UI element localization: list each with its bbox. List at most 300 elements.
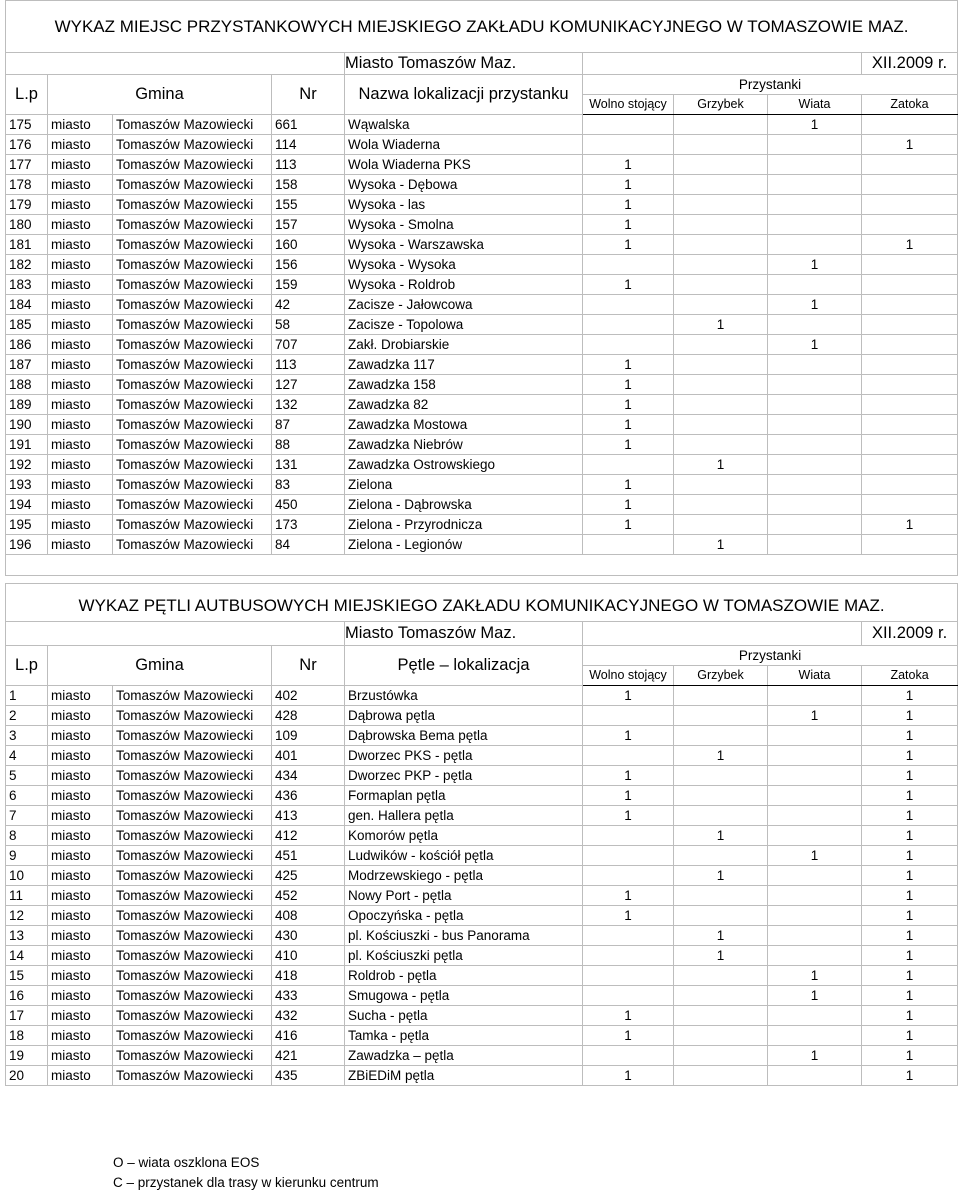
cell-grzybek [674, 235, 768, 255]
cell-zatoka [862, 395, 958, 415]
table-row [6, 686, 958, 706]
cell-type: miasto [48, 195, 113, 215]
cell-name: Wysoka - Dębowa [345, 175, 583, 195]
cell-name: Smugowa - pętla [345, 986, 583, 1006]
cell-zatoka [862, 455, 958, 475]
cell-gmina: Tomaszów Mazowiecki [113, 115, 272, 135]
cell-lp: 19 [6, 1046, 48, 1066]
cell-lp: 11 [6, 886, 48, 906]
cell-nr: 158 [272, 175, 345, 195]
cell-nr: 114 [272, 135, 345, 155]
table-row [6, 455, 958, 475]
cell-type: miasto [48, 455, 113, 475]
table-row [6, 155, 958, 175]
legend-item: C – przystanek dla trasy w kierunku centrum [113, 1175, 379, 1190]
cell-wiata [768, 355, 862, 375]
cell-type: miasto [48, 866, 113, 886]
cell-name: Zawadzka 158 [345, 375, 583, 395]
stops-header-wiata: Wiata [768, 95, 862, 115]
loops-header-grzybek: Grzybek [674, 666, 768, 686]
cell-grzybek [674, 1026, 768, 1046]
cell-type: miasto [48, 1046, 113, 1066]
cell-wolno: 1 [583, 906, 674, 926]
cell-zatoka [862, 415, 958, 435]
cell-grzybek [674, 966, 768, 986]
cell-type: miasto [48, 746, 113, 766]
cell-name: Opoczyńska - pętla [345, 906, 583, 926]
cell-lp: 20 [6, 1066, 48, 1086]
cell-type: miasto [48, 255, 113, 275]
cell-type: miasto [48, 926, 113, 946]
table-row [6, 726, 958, 746]
cell-type: miasto [48, 235, 113, 255]
stops-date: XII.2009 r. [862, 53, 958, 75]
table-row [6, 195, 958, 215]
cell-wiata: 1 [768, 986, 862, 1006]
cell-name: Zacisze - Jałowcowa [345, 295, 583, 315]
cell-type: miasto [48, 726, 113, 746]
cell-type: miasto [48, 846, 113, 866]
cell-wiata: 1 [768, 1046, 862, 1066]
cell-grzybek [674, 175, 768, 195]
cell-grzybek [674, 275, 768, 295]
table-row [6, 375, 958, 395]
cell-name: Zawadzka – pętla [345, 1046, 583, 1066]
cell-nr: 173 [272, 515, 345, 535]
cell-name: Dworzec PKP - pętla [345, 766, 583, 786]
cell-grzybek [674, 115, 768, 135]
cell-nr: 402 [272, 686, 345, 706]
cell-lp: 187 [6, 355, 48, 375]
cell-gmina: Tomaszów Mazowiecki [113, 295, 272, 315]
cell-gmina: Tomaszów Mazowiecki [113, 355, 272, 375]
cell-nr: 412 [272, 826, 345, 846]
cell-name: Nowy Port - pętla [345, 886, 583, 906]
cell-gmina: Tomaszów Mazowiecki [113, 926, 272, 946]
cell-name: Ludwików - kościół pętla [345, 846, 583, 866]
cell-wiata [768, 495, 862, 515]
cell-lp: 185 [6, 315, 48, 335]
cell-gmina: Tomaszów Mazowiecki [113, 706, 272, 726]
cell-type: miasto [48, 886, 113, 906]
cell-wiata [768, 906, 862, 926]
cell-gmina: Tomaszów Mazowiecki [113, 455, 272, 475]
cell-grzybek [674, 726, 768, 746]
cell-lp: 186 [6, 335, 48, 355]
cell-name: Wysoka - Warszawska [345, 235, 583, 255]
loops-header-lp: L.p [6, 646, 48, 686]
table-row [6, 315, 958, 335]
cell-wiata [768, 275, 862, 295]
cell-lp: 190 [6, 415, 48, 435]
cell-gmina: Tomaszów Mazowiecki [113, 746, 272, 766]
cell-name: Wola Wiaderna PKS [345, 155, 583, 175]
cell-wiata [768, 886, 862, 906]
cell-gmina: Tomaszów Mazowiecki [113, 686, 272, 706]
cell-zatoka: 1 [862, 1026, 958, 1046]
cell-name: Zawadzka 82 [345, 395, 583, 415]
cell-lp: 182 [6, 255, 48, 275]
cell-name: Zacisze - Topolowa [345, 315, 583, 335]
cell-gmina: Tomaszów Mazowiecki [113, 826, 272, 846]
cell-lp: 188 [6, 375, 48, 395]
cell-type: miasto [48, 435, 113, 455]
stops-header-nr: Nr [272, 75, 345, 115]
stops-table [5, 0, 958, 576]
cell-grzybek [674, 786, 768, 806]
loops-header-row-1 [6, 646, 958, 666]
cell-grzybek [674, 1066, 768, 1086]
cell-type: miasto [48, 686, 113, 706]
cell-type: miasto [48, 786, 113, 806]
cell-zatoka: 1 [862, 515, 958, 535]
cell-nr: 156 [272, 255, 345, 275]
cell-lp: 4 [6, 746, 48, 766]
cell-zatoka: 1 [862, 906, 958, 926]
cell-type: miasto [48, 215, 113, 235]
cell-zatoka [862, 295, 958, 315]
table-row [6, 1006, 958, 1026]
loops-date: XII.2009 r. [862, 622, 958, 646]
cell-type: miasto [48, 115, 113, 135]
table-row [6, 115, 958, 135]
cell-grzybek [674, 395, 768, 415]
cell-wolno [583, 706, 674, 726]
cell-wolno: 1 [583, 515, 674, 535]
cell-wolno: 1 [583, 415, 674, 435]
cell-lp: 177 [6, 155, 48, 175]
cell-grzybek [674, 846, 768, 866]
cell-wiata [768, 746, 862, 766]
cell-wolno: 1 [583, 235, 674, 255]
cell-zatoka [862, 255, 958, 275]
cell-lp: 13 [6, 926, 48, 946]
cell-grzybek [674, 806, 768, 826]
cell-nr: 42 [272, 295, 345, 315]
stops-header-wolno: Wolno stojący [583, 95, 674, 115]
cell-lp: 192 [6, 455, 48, 475]
cell-zatoka: 1 [862, 135, 958, 155]
stops-header-grzybek: Grzybek [674, 95, 768, 115]
loops-title-row [6, 584, 958, 622]
table-row [6, 435, 958, 455]
cell-name: Tamka - pętla [345, 1026, 583, 1046]
cell-grzybek: 1 [674, 946, 768, 966]
cell-lp: 193 [6, 475, 48, 495]
cell-zatoka [862, 375, 958, 395]
cell-wolno: 1 [583, 395, 674, 415]
cell-wiata [768, 806, 862, 826]
cell-name: Dąbrowa pętla [345, 706, 583, 726]
cell-name: Dąbrowska Bema pętla [345, 726, 583, 746]
cell-type: miasto [48, 535, 113, 555]
cell-type: miasto [48, 315, 113, 335]
cell-type: miasto [48, 1006, 113, 1026]
table-row [6, 966, 958, 986]
cell-name: Zawadzka Ostrowskiego [345, 455, 583, 475]
cell-zatoka: 1 [862, 846, 958, 866]
cell-lp: 189 [6, 395, 48, 415]
cell-gmina: Tomaszów Mazowiecki [113, 375, 272, 395]
cell-nr: 408 [272, 906, 345, 926]
cell-grzybek [674, 195, 768, 215]
cell-type: miasto [48, 355, 113, 375]
cell-type: miasto [48, 275, 113, 295]
cell-lp: 18 [6, 1026, 48, 1046]
cell-wolno [583, 455, 674, 475]
cell-zatoka: 1 [862, 966, 958, 986]
cell-nr: 428 [272, 706, 345, 726]
cell-grzybek: 1 [674, 315, 768, 335]
cell-wolno: 1 [583, 766, 674, 786]
cell-nr: 58 [272, 315, 345, 335]
cell-grzybek [674, 355, 768, 375]
cell-wiata [768, 455, 862, 475]
cell-zatoka [862, 155, 958, 175]
cell-nr: 452 [272, 886, 345, 906]
cell-name: Wola Wiaderna [345, 135, 583, 155]
cell-wiata: 1 [768, 335, 862, 355]
cell-wiata: 1 [768, 295, 862, 315]
cell-wiata [768, 195, 862, 215]
cell-wolno: 1 [583, 886, 674, 906]
stops-header-gmina: Gmina [48, 75, 272, 115]
table-row [6, 806, 958, 826]
cell-gmina: Tomaszów Mazowiecki [113, 195, 272, 215]
loops-header-wolno: Wolno stojący [583, 666, 674, 686]
cell-type: miasto [48, 175, 113, 195]
cell-zatoka: 1 [862, 926, 958, 946]
cell-zatoka: 1 [862, 1046, 958, 1066]
cell-gmina: Tomaszów Mazowiecki [113, 175, 272, 195]
cell-wiata [768, 235, 862, 255]
cell-lp: 181 [6, 235, 48, 255]
table-row [6, 495, 958, 515]
cell-wiata: 1 [768, 706, 862, 726]
cell-name: Wysoka - Smolna [345, 215, 583, 235]
cell-nr: 88 [272, 435, 345, 455]
cell-lp: 6 [6, 786, 48, 806]
cell-gmina: Tomaszów Mazowiecki [113, 495, 272, 515]
loops-header-name: Pętle – lokalizacja [345, 646, 583, 686]
cell-lp: 12 [6, 906, 48, 926]
cell-wiata: 1 [768, 966, 862, 986]
loops-header-zatoka: Zatoka [862, 666, 958, 686]
cell-name: Zielona - Przyrodnicza [345, 515, 583, 535]
cell-name: ZBiEDiM pętla [345, 1066, 583, 1086]
cell-wolno [583, 135, 674, 155]
cell-lp: 179 [6, 195, 48, 215]
cell-gmina: Tomaszów Mazowiecki [113, 906, 272, 926]
table-row [6, 746, 958, 766]
cell-lp: 17 [6, 1006, 48, 1026]
cell-wolno: 1 [583, 686, 674, 706]
cell-lp: 191 [6, 435, 48, 455]
cell-wolno [583, 946, 674, 966]
cell-lp: 175 [6, 115, 48, 135]
cell-gmina: Tomaszów Mazowiecki [113, 275, 272, 295]
cell-wiata [768, 375, 862, 395]
cell-nr: 413 [272, 806, 345, 826]
cell-lp: 5 [6, 766, 48, 786]
table-row [6, 946, 958, 966]
cell-zatoka [862, 495, 958, 515]
cell-lp: 10 [6, 866, 48, 886]
cell-gmina: Tomaszów Mazowiecki [113, 315, 272, 335]
cell-wiata [768, 1006, 862, 1026]
cell-gmina: Tomaszów Mazowiecki [113, 726, 272, 746]
cell-name: Wysoka - Roldrob [345, 275, 583, 295]
cell-grzybek [674, 375, 768, 395]
cell-nr: 113 [272, 155, 345, 175]
cell-wolno [583, 826, 674, 846]
cell-nr: 127 [272, 375, 345, 395]
cell-type: miasto [48, 806, 113, 826]
cell-name: Wąwalska [345, 115, 583, 135]
table-row [6, 786, 958, 806]
stops-city: Miasto Tomaszów Maz. [345, 53, 583, 75]
cell-zatoka: 1 [862, 1006, 958, 1026]
cell-lp: 9 [6, 846, 48, 866]
cell-wiata [768, 135, 862, 155]
cell-nr: 84 [272, 535, 345, 555]
cell-name: Zawadzka Mostowa [345, 415, 583, 435]
loops-header-wiata: Wiata [768, 666, 862, 686]
table-row [6, 415, 958, 435]
table-row [6, 255, 958, 275]
cell-name: pl. Kościuszki - bus Panorama [345, 926, 583, 946]
cell-type: miasto [48, 946, 113, 966]
cell-gmina: Tomaszów Mazowiecki [113, 515, 272, 535]
cell-wiata [768, 826, 862, 846]
cell-zatoka [862, 535, 958, 555]
cell-wolno: 1 [583, 806, 674, 826]
cell-wiata [768, 926, 862, 946]
cell-nr: 160 [272, 235, 345, 255]
cell-zatoka: 1 [862, 786, 958, 806]
cell-gmina: Tomaszów Mazowiecki [113, 886, 272, 906]
stops-spacer-row [6, 555, 958, 576]
cell-wiata [768, 175, 862, 195]
cell-zatoka [862, 195, 958, 215]
cell-wiata [768, 435, 862, 455]
cell-gmina: Tomaszów Mazowiecki [113, 215, 272, 235]
stops-table-body [6, 115, 958, 555]
cell-nr: 430 [272, 926, 345, 946]
cell-lp: 15 [6, 966, 48, 986]
cell-wolno: 1 [583, 195, 674, 215]
cell-nr: 425 [272, 866, 345, 886]
cell-grzybek [674, 335, 768, 355]
cell-nr: 410 [272, 946, 345, 966]
stops-header-lp: L.p [6, 75, 48, 115]
cell-name: Wysoka - las [345, 195, 583, 215]
cell-zatoka: 1 [862, 806, 958, 826]
cell-gmina: Tomaszów Mazowiecki [113, 235, 272, 255]
table-row [6, 1026, 958, 1046]
cell-grzybek [674, 1046, 768, 1066]
table-row [6, 1046, 958, 1066]
cell-nr: 109 [272, 726, 345, 746]
cell-type: miasto [48, 966, 113, 986]
cell-wiata [768, 726, 862, 746]
cell-lp: 3 [6, 726, 48, 746]
cell-zatoka: 1 [862, 746, 958, 766]
cell-grzybek [674, 515, 768, 535]
cell-lp: 16 [6, 986, 48, 1006]
cell-wolno [583, 115, 674, 135]
cell-lp: 196 [6, 535, 48, 555]
cell-wolno [583, 535, 674, 555]
cell-wiata: 1 [768, 115, 862, 135]
cell-wolno [583, 255, 674, 275]
cell-name: Zielona - Dąbrowska [345, 495, 583, 515]
loops-table [5, 583, 958, 1086]
cell-grzybek [674, 255, 768, 275]
cell-type: miasto [48, 395, 113, 415]
cell-type: miasto [48, 335, 113, 355]
table-row [6, 395, 958, 415]
cell-wolno [583, 986, 674, 1006]
cell-nr: 435 [272, 1066, 345, 1086]
cell-name: Wysoka - Wysoka [345, 255, 583, 275]
cell-gmina: Tomaszów Mazowiecki [113, 866, 272, 886]
cell-wiata [768, 215, 862, 235]
loops-table-body [6, 686, 958, 1086]
cell-lp: 183 [6, 275, 48, 295]
cell-type: miasto [48, 295, 113, 315]
cell-name: Brzustówka [345, 686, 583, 706]
table-row [6, 335, 958, 355]
table-row [6, 866, 958, 886]
cell-zatoka [862, 315, 958, 335]
cell-nr: 434 [272, 766, 345, 786]
cell-nr: 432 [272, 1006, 345, 1026]
cell-lp: 176 [6, 135, 48, 155]
table-row [6, 826, 958, 846]
cell-type: miasto [48, 135, 113, 155]
cell-wiata [768, 415, 862, 435]
cell-type: miasto [48, 1026, 113, 1046]
cell-wolno: 1 [583, 175, 674, 195]
cell-lp: 1 [6, 686, 48, 706]
cell-name: Roldrob - pętla [345, 966, 583, 986]
cell-grzybek [674, 706, 768, 726]
cell-name: Zakł. Drobiarskie [345, 335, 583, 355]
cell-lp: 8 [6, 826, 48, 846]
cell-nr: 416 [272, 1026, 345, 1046]
cell-grzybek [674, 215, 768, 235]
stops-header-group: Przystanki [583, 75, 958, 95]
cell-lp: 194 [6, 495, 48, 515]
cell-zatoka: 1 [862, 946, 958, 966]
table-row [6, 986, 958, 1006]
cell-gmina: Tomaszów Mazowiecki [113, 766, 272, 786]
table-row [6, 175, 958, 195]
cell-nr: 132 [272, 395, 345, 415]
cell-wolno: 1 [583, 786, 674, 806]
stops-header-name: Nazwa lokalizacji przystanku [345, 75, 583, 115]
table-row [6, 235, 958, 255]
cell-name: Sucha - pętla [345, 1006, 583, 1026]
cell-grzybek [674, 886, 768, 906]
table-row [6, 766, 958, 786]
table-row [6, 275, 958, 295]
cell-wolno: 1 [583, 375, 674, 395]
cell-nr: 113 [272, 355, 345, 375]
cell-wolno [583, 966, 674, 986]
cell-nr: 131 [272, 455, 345, 475]
